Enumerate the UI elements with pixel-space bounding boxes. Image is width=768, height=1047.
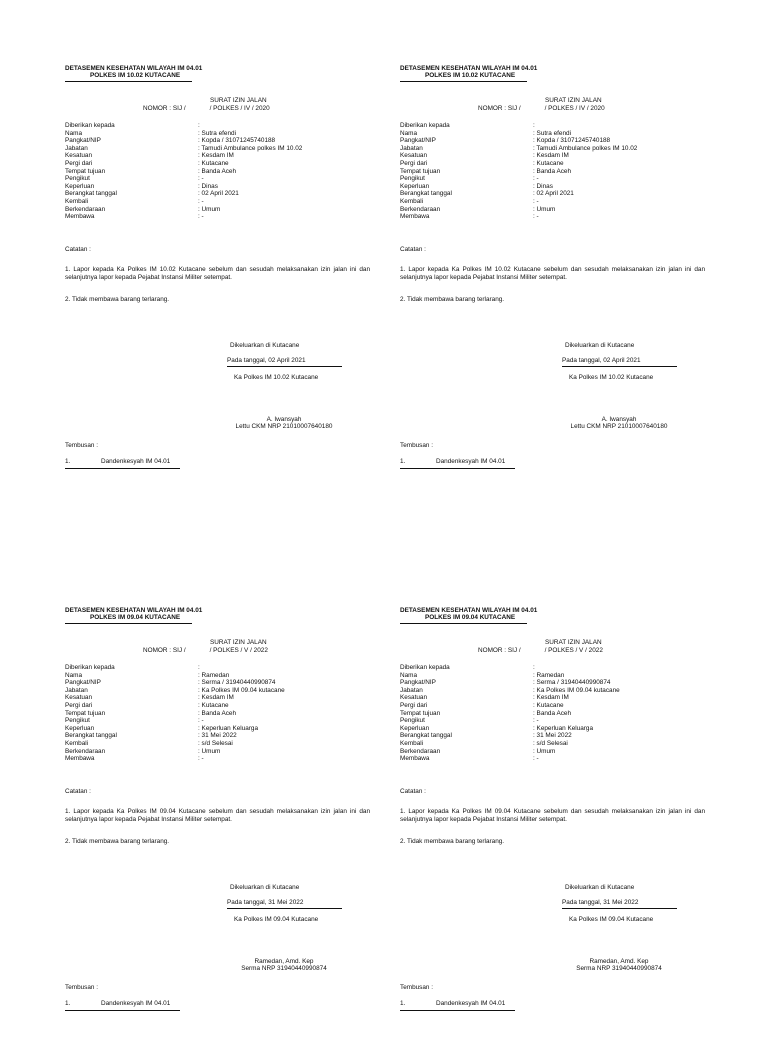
- field-value: : Kutacane: [198, 159, 229, 167]
- signer-name: A. Iwansyah: [601, 416, 637, 423]
- field-label: Membawa: [400, 213, 430, 221]
- field-value: : Kesdam IM: [198, 694, 234, 702]
- issued-date: Pada tanggal, 02 April 2021: [562, 357, 641, 364]
- field-label: Nama: [400, 129, 418, 137]
- field-label: Jabatan: [65, 144, 88, 152]
- field-label: Keperluan: [65, 182, 95, 190]
- field-label: Nama: [400, 671, 418, 679]
- field-value: : Umum: [198, 747, 221, 755]
- cc-number: 1.: [400, 458, 406, 465]
- cc-number: 1.: [400, 1000, 406, 1007]
- field-value: : s/d Selesai: [198, 739, 233, 747]
- note-prohibited-items: 2. Tidak membawa barang terlarang.: [65, 838, 170, 845]
- field-value: : Kesdam IM: [198, 152, 234, 160]
- header-underline: [400, 81, 527, 82]
- field-label: Keperluan: [400, 182, 430, 190]
- field-value: : Ramedan: [533, 671, 565, 679]
- field-label: Berkendaraan: [400, 747, 441, 755]
- notes-heading: Catatan :: [65, 788, 91, 795]
- note-report: 1. Lapor kepada Ka Polkes IM 09.04 Kutacane sebelum dan sesudah melaksanakan izin jalan ini dan selanjutnya lapor kepada Pejabat Instansi Militer setempat.: [400, 808, 705, 823]
- issued-place: Dikeluarkan di Kutacane: [565, 884, 635, 891]
- doc-number-prefix: NOMOR : SIJ /: [143, 647, 186, 654]
- header-underline: [65, 623, 192, 624]
- field-label: Pengikut: [65, 175, 90, 183]
- field-value: : s/d Selesai: [533, 739, 568, 747]
- cc-heading: Tembusan :: [400, 442, 434, 449]
- field-value: : Kesdam IM: [533, 152, 569, 160]
- doc-title: SURAT IZIN JALAN: [545, 639, 602, 646]
- field-value: : Dinas: [533, 182, 553, 190]
- doc-number-suffix: / POLKES / V / 2022: [209, 647, 268, 654]
- field-label: Kembali: [65, 739, 89, 747]
- field-label: Keperluan: [400, 724, 430, 732]
- signer-title: Ka Polkes IM 10.02 Kutacane: [569, 374, 654, 381]
- field-value: : Ka Polkes IM 09.04 kutacane: [533, 686, 620, 694]
- field-value: : Kutacane: [533, 701, 564, 709]
- field-label: Pengikut: [400, 175, 425, 183]
- field-value: : Serma / 31940440990874: [198, 679, 276, 687]
- cc-underline: [65, 468, 180, 469]
- field-label: Tempat tujuan: [65, 167, 106, 175]
- field-value: : -: [198, 197, 204, 205]
- field-label: Berangkat tanggal: [400, 190, 452, 198]
- header-unit: DETASEMEN KESEHATAN WILAYAH IM 04.01: [65, 65, 203, 72]
- cc-underline: [400, 468, 515, 469]
- header-unit: DETASEMEN KESEHATAN WILAYAH IM 04.01: [65, 607, 203, 614]
- field-value: : -: [198, 175, 204, 183]
- field-value: : -: [198, 717, 204, 725]
- field-value: : Kutacane: [198, 701, 229, 709]
- notes-heading: Catatan :: [400, 246, 426, 253]
- note-report: 1. Lapor kepada Ka Polkes IM 10.02 Kutacane sebelum dan sesudah melaksanakan izin jalan ini dan selanjutnya lapor kepada Pejabat Instansi Militer setempat.: [400, 266, 705, 281]
- issued-place: Dikeluarkan di Kutacane: [230, 342, 300, 349]
- field-label: Kembali: [65, 197, 89, 205]
- signer-rank: Lettu CKM NRP 21010007640180: [235, 423, 333, 430]
- field-value: : Serma / 31940440990874: [533, 679, 611, 687]
- field-label: Berkendaraan: [65, 205, 106, 213]
- letter-top-left: [65, 65, 385, 505]
- doc-number-suffix: / POLKES / V / 2022: [544, 647, 603, 654]
- doc-number-prefix: NOMOR : SIJ /: [478, 105, 521, 112]
- header-unit: DETASEMEN KESEHATAN WILAYAH IM 04.01: [400, 65, 538, 72]
- cc-underline: [65, 1010, 180, 1011]
- field-value: : Tamudi Ambulance polkes IM 10.02: [533, 144, 638, 152]
- note-report: 1. Lapor kepada Ka Polkes IM 09.04 Kutacane sebelum dan sesudah melaksanakan izin jalan ini dan selanjutnya lapor kepada Pejabat Instansi Militer setempat.: [65, 808, 370, 823]
- note-report: 1. Lapor kepada Ka Polkes IM 10.02 Kutacane sebelum dan sesudah melaksanakan izin jalan ini dan selanjutnya lapor kepada Pejabat Instansi Militer setempat.: [65, 266, 370, 281]
- field-label: Berangkat tanggal: [65, 190, 117, 198]
- field-value: : -: [533, 175, 539, 183]
- doc-number: [478, 105, 605, 113]
- signer-title: Ka Polkes IM 09.04 Kutacane: [234, 916, 319, 923]
- field-label: Diberikan kepada: [65, 664, 115, 671]
- field-label: Berangkat tanggal: [400, 732, 452, 740]
- letter-bottom-right: [400, 607, 720, 1047]
- notes-heading: Catatan :: [65, 246, 91, 253]
- doc-number-suffix: / POLKES / IV / 2020: [209, 105, 270, 112]
- field-value: : Ka Polkes IM 09.04 kutacane: [198, 686, 285, 694]
- field-label: Tempat tujuan: [65, 709, 106, 717]
- field-value: :: [533, 664, 535, 671]
- doc-title: SURAT IZIN JALAN: [210, 639, 267, 646]
- header-underline: [400, 623, 527, 624]
- field-label: Tempat tujuan: [400, 167, 441, 175]
- field-value: : -: [533, 755, 539, 763]
- issued-date: Pada tanggal, 31 Mei 2022: [227, 899, 304, 906]
- field-label: Kembali: [400, 739, 424, 747]
- field-value: : Kopda / 31071245740188: [198, 137, 276, 145]
- issued-place: Dikeluarkan di Kutacane: [565, 342, 635, 349]
- cc-number: 1.: [65, 1000, 71, 1007]
- field-value: : -: [533, 213, 539, 221]
- field-label: Pergi dari: [400, 701, 428, 709]
- field-label: Jabatan: [400, 144, 423, 152]
- field-value: : Banda Aceh: [198, 167, 237, 175]
- header-sub: POLKES IM 09.04 KUTACANE: [425, 614, 516, 621]
- field-label: Membawa: [65, 755, 95, 763]
- doc-number-prefix: NOMOR : SIJ /: [143, 105, 186, 112]
- field-label: Diberikan kepada: [400, 664, 450, 671]
- cc-recipient: Dandenkesyah IM 04.01: [101, 458, 171, 465]
- field-label: Jabatan: [400, 686, 423, 694]
- field-label: Tempat tujuan: [400, 709, 441, 717]
- field-value: : -: [533, 197, 539, 205]
- field-label: Keperluan: [65, 724, 95, 732]
- field-label: Membawa: [65, 213, 95, 221]
- cc-underline: [400, 1010, 515, 1011]
- field-value: : Umum: [533, 747, 556, 755]
- field-value: : Keperluan Keluarga: [533, 724, 594, 732]
- field-label: Berangkat tanggal: [65, 732, 117, 740]
- field-label: Kembali: [400, 197, 424, 205]
- doc-title: SURAT IZIN JALAN: [545, 97, 602, 104]
- field-value: : Banda Aceh: [533, 709, 572, 717]
- note-prohibited-items: 2. Tidak membawa barang terlarang.: [65, 296, 170, 303]
- field-value: : Kesdam IM: [533, 694, 569, 702]
- doc-number: [143, 647, 268, 655]
- doc-number-prefix: NOMOR : SIJ /: [478, 647, 521, 654]
- cc-recipient: Dandenkesyah IM 04.01: [101, 1000, 171, 1007]
- field-value: : 31 Mei 2022: [533, 732, 572, 740]
- field-value: : Banda Aceh: [198, 709, 237, 717]
- field-label: Pengikut: [65, 717, 90, 725]
- field-value: : -: [198, 213, 204, 221]
- issued-date: Pada tanggal, 31 Mei 2022: [562, 899, 639, 906]
- letter-bottom-left: [65, 607, 385, 1047]
- signer-name: Ramedan, Amd. Kep: [254, 958, 314, 965]
- field-label: Pengikut: [400, 717, 425, 725]
- cc-recipient: Dandenkesyah IM 04.01: [436, 1000, 506, 1007]
- doc-number-suffix: / POLKES / IV / 2020: [544, 105, 605, 112]
- cc-heading: Tembusan :: [400, 984, 434, 991]
- cc-number: 1.: [65, 458, 71, 465]
- field-value: : Umum: [533, 205, 556, 213]
- field-label: Nama: [65, 671, 83, 679]
- field-value: : -: [198, 755, 204, 763]
- field-value: : Sutra efendi: [533, 129, 572, 137]
- note-prohibited-items: 2. Tidak membawa barang terlarang.: [400, 838, 505, 845]
- signer-title: Ka Polkes IM 10.02 Kutacane: [234, 374, 319, 381]
- field-value: :: [198, 122, 200, 129]
- cc-recipient: Dandenkesyah IM 04.01: [436, 458, 506, 465]
- issued-date-underline: [562, 366, 677, 367]
- field-label: Diberikan kepada: [400, 122, 450, 129]
- field-label: Pergi dari: [65, 159, 93, 167]
- field-value: :: [533, 122, 535, 129]
- field-value: : Ramedan: [198, 671, 230, 679]
- field-value: :: [198, 664, 200, 671]
- signer-rank: Serma NRP 31940440990874: [576, 965, 662, 972]
- field-value: : Kopda / 31071245740188: [533, 137, 611, 145]
- field-label: Kesatuan: [65, 152, 93, 160]
- field-label: Pangkat/NIP: [400, 137, 436, 145]
- cc-heading: Tembusan :: [65, 442, 99, 449]
- field-label: Pergi dari: [65, 701, 93, 709]
- field-label: Diberikan kepada: [65, 122, 115, 129]
- field-value: : 02 April 2021: [198, 190, 239, 198]
- field-label: Kesatuan: [400, 152, 428, 160]
- field-label: Membawa: [400, 755, 430, 763]
- field-label: Berkendaraan: [65, 747, 106, 755]
- note-prohibited-items: 2. Tidak membawa barang terlarang.: [400, 296, 505, 303]
- header-sub: POLKES IM 09.04 KUTACANE: [90, 614, 181, 621]
- cc-heading: Tembusan :: [65, 984, 99, 991]
- doc-title: SURAT IZIN JALAN: [210, 97, 267, 104]
- header-sub: POLKES IM 10.02 KUTACANE: [425, 72, 516, 79]
- field-label: Jabatan: [65, 686, 88, 694]
- field-label: Berkendaraan: [400, 205, 441, 213]
- field-value: : Banda Aceh: [533, 167, 572, 175]
- letter-top-right: [400, 65, 720, 505]
- field-label: Pangkat/NIP: [65, 679, 101, 687]
- header-unit: DETASEMEN KESEHATAN WILAYAH IM 04.01: [400, 607, 538, 614]
- field-label: Kesatuan: [400, 694, 428, 702]
- signer-rank: Lettu CKM NRP 21010007640180: [570, 423, 668, 430]
- doc-number: [143, 105, 270, 113]
- field-value: : Sutra efendi: [198, 129, 237, 137]
- field-label: Pergi dari: [400, 159, 428, 167]
- field-value: : Kutacane: [533, 159, 564, 167]
- field-value: : Keperluan Keluarga: [198, 724, 259, 732]
- issued-date-underline: [227, 908, 342, 909]
- header-underline: [65, 81, 192, 82]
- signer-name: Ramedan, Amd. Kep: [589, 958, 649, 965]
- field-value: : Dinas: [198, 182, 218, 190]
- issued-date-underline: [227, 366, 342, 367]
- field-value: : 31 Mei 2022: [198, 732, 237, 740]
- header-sub: POLKES IM 10.02 KUTACANE: [90, 72, 181, 79]
- doc-number: [478, 647, 603, 655]
- field-value: : -: [533, 717, 539, 725]
- field-value: : Tamudi Ambulance polkes IM 10.02: [198, 144, 303, 152]
- field-value: : Umum: [198, 205, 221, 213]
- field-value: : 02 April 2021: [533, 190, 574, 198]
- field-label: Nama: [65, 129, 83, 137]
- notes-heading: Catatan :: [400, 788, 426, 795]
- signer-name: A. Iwansyah: [266, 416, 302, 423]
- field-label: Pangkat/NIP: [65, 137, 101, 145]
- issued-date-underline: [562, 908, 677, 909]
- signer-rank: Serma NRP 31940440990874: [241, 965, 327, 972]
- field-label: Kesatuan: [65, 694, 93, 702]
- signer-title: Ka Polkes IM 09.04 Kutacane: [569, 916, 654, 923]
- issued-place: Dikeluarkan di Kutacane: [230, 884, 300, 891]
- field-label: Pangkat/NIP: [400, 679, 436, 687]
- issued-date: Pada tanggal, 02 April 2021: [227, 357, 306, 364]
